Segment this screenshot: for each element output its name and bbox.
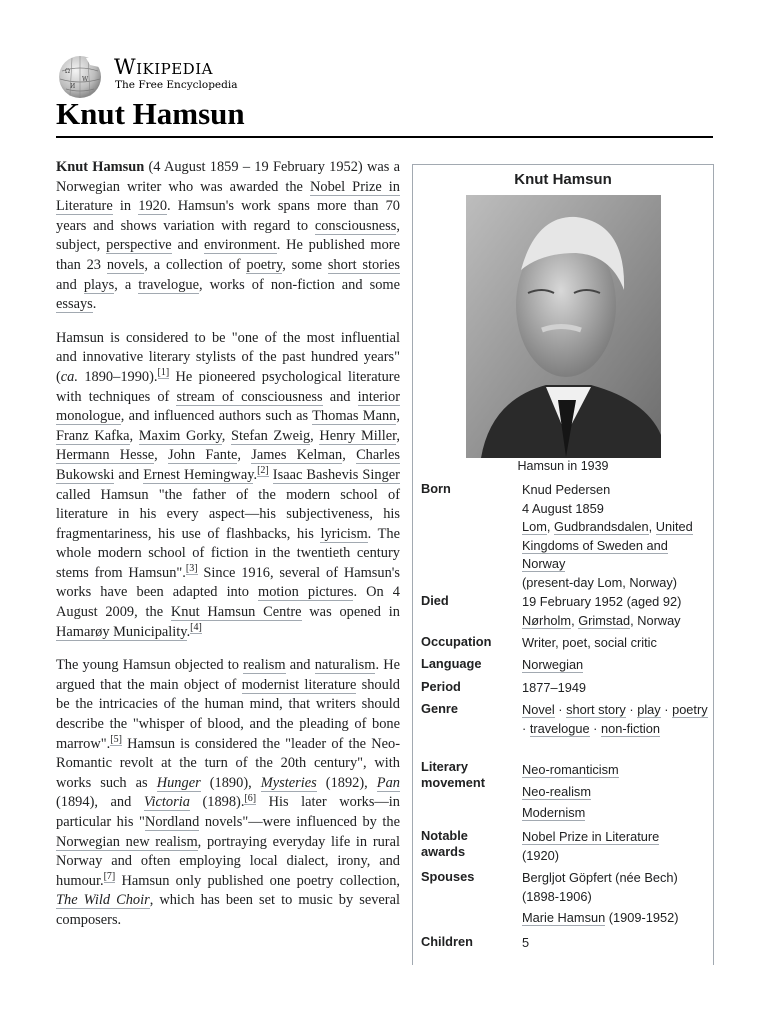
- circa-abbrev: ca.: [60, 368, 78, 385]
- text: He pioneered psychological literature with techniques of: [56, 368, 400, 405]
- text: The young Hamsun objected to: [56, 657, 244, 674]
- link-neo-romanticism[interactable]: Neo-romanticism: [522, 762, 619, 777]
- infobox-value: [522, 828, 712, 865]
- text: should be the intricacies of the human mind, that writers should describe the "whisper of blood, and the pleading of bone marrow".: [56, 676, 401, 752]
- text: , subject,: [56, 217, 400, 254]
- svg-text:Ω: Ω: [65, 68, 70, 75]
- link-consciousness[interactable]: consciousness: [314, 217, 397, 234]
- link-neo-realism[interactable]: Neo-realism: [522, 783, 591, 799]
- text: .: [253, 466, 258, 483]
- wikipedia-tagline: The Free Encyclopedia: [115, 79, 238, 91]
- article-paragraph-intro: [56, 158, 400, 315]
- text: ,: [396, 427, 400, 444]
- death-date: 19 February 1952 (aged 92): [522, 594, 682, 609]
- text: , a collection of: [144, 256, 247, 273]
- infobox-value: [522, 656, 712, 675]
- text: ·: [625, 702, 638, 717]
- link-ernest-hemingway[interactable]: Ernest Hemingway: [143, 466, 254, 483]
- reference-5[interactable]: [110, 734, 122, 746]
- infobox-label: Born: [421, 481, 451, 496]
- birth-place: [522, 518, 712, 574]
- link-environment[interactable]: environment: [204, 237, 277, 254]
- link-short-stories[interactable]: short stories: [327, 256, 400, 273]
- link-genre-poetry[interactable]: poetry: [672, 702, 708, 717]
- link-stefan-zweig[interactable]: Stefan Zweig: [231, 427, 311, 444]
- text: ,: [396, 408, 400, 425]
- infobox-label: Died: [421, 593, 449, 608]
- text: (1890),: [200, 774, 261, 791]
- reference-7[interactable]: [104, 871, 116, 883]
- infobox-value: [522, 759, 712, 824]
- reference-4[interactable]: [190, 622, 202, 634]
- text: , portraying everyday life in rural Norway and often employing local dialect, irony, and humour.: [56, 833, 400, 889]
- link-maxim-gorky[interactable]: Maxim Gorky: [138, 427, 222, 444]
- link-norholm[interactable]: Nørholm: [522, 612, 572, 628]
- link-hunger[interactable]: Hunger: [156, 774, 201, 791]
- text: ·: [522, 720, 530, 736]
- infobox-title: Knut Hamsun: [514, 171, 612, 188]
- link-travelogue[interactable]: travelogue: [138, 276, 199, 293]
- text: . The whole modern school of fiction in the twentieth century stems from Hamsun".: [56, 525, 400, 581]
- reference-2[interactable]: [257, 465, 269, 477]
- link-hermann-hesse[interactable]: Hermann Hesse: [56, 447, 155, 464]
- text: (1909-1952): [605, 910, 679, 925]
- link-1920[interactable]: 1920: [138, 198, 168, 215]
- page-title: Knut Hamsun: [56, 96, 245, 131]
- text: ,: [342, 447, 357, 464]
- title-divider: [56, 136, 713, 138]
- text: , a: [114, 276, 139, 293]
- text: and: [114, 466, 144, 483]
- link-thomas-mann[interactable]: Thomas Mann: [312, 408, 397, 425]
- text: .: [186, 623, 191, 640]
- link-lom[interactable]: Lom: [522, 519, 547, 534]
- text: , and influenced authors such as: [120, 408, 313, 425]
- text: and: [322, 388, 358, 405]
- link-nobel-prize-literature[interactable]: Nobel Prize in Literature: [522, 829, 660, 844]
- infobox-value: Writer, poet, social critic: [522, 635, 657, 650]
- text: ,: [310, 427, 320, 444]
- spouse-2: [522, 909, 712, 928]
- link-perspective[interactable]: perspective: [106, 237, 172, 254]
- text: (1898).: [189, 794, 245, 811]
- text: ,: [546, 519, 555, 534]
- reference-3[interactable]: [186, 563, 198, 575]
- text: , some: [282, 256, 328, 273]
- portrait-caption: Hamsun in 1939: [517, 459, 609, 473]
- link-poetry[interactable]: poetry: [246, 256, 283, 273]
- reference-link[interactable]: [5]: [110, 733, 122, 745]
- link-james-kelman[interactable]: James Kelman: [251, 447, 343, 464]
- birth-place-present: (present-day Lom, Norway): [522, 574, 678, 590]
- text: . He published more than 23: [56, 237, 400, 273]
- reference-link[interactable]: [1]: [157, 367, 170, 379]
- wikipedia-logo[interactable]: [56, 53, 356, 99]
- infobox-label: Notable awards: [421, 828, 468, 859]
- link-genre-non-fiction[interactable]: non-fiction: [600, 720, 661, 736]
- text: ·: [660, 702, 673, 717]
- text: . On 4 August 2009, the: [56, 584, 400, 621]
- link-knut-hamsun-centre[interactable]: Knut Hamsun Centre: [170, 604, 302, 621]
- reference-link[interactable]: [2]: [257, 465, 269, 477]
- link-stream-of-consciousness[interactable]: stream of consciousness: [176, 388, 323, 405]
- text: ,: [237, 447, 252, 464]
- text: ·: [589, 720, 601, 736]
- svg-text:W: W: [82, 76, 89, 83]
- link-franz-kafka[interactable]: Franz Kafka: [56, 427, 130, 444]
- infobox: [412, 164, 714, 965]
- link-novels[interactable]: novels: [106, 256, 145, 273]
- text: Hamsun only published one poetry collection,: [115, 872, 400, 889]
- spouse-1-years: (1898-1906): [522, 888, 592, 904]
- reference-link[interactable]: [4]: [190, 621, 202, 633]
- text: and: [285, 657, 315, 674]
- infobox-value: [522, 481, 712, 592]
- portrait-photo[interactable]: [466, 195, 661, 458]
- article-paragraph-influence: [56, 329, 400, 643]
- text: 1890–1990).: [77, 368, 158, 385]
- text: and: [56, 276, 84, 293]
- text: . Hamsun's work spans more than 70 years and shows variation with regard to: [56, 198, 401, 234]
- link-isaac-bashevis-singer[interactable]: Isaac Bashevis Singer: [272, 466, 400, 483]
- link-genre-play[interactable]: play: [637, 702, 661, 717]
- link-norwegian-new-realism[interactable]: Norwegian new realism: [56, 833, 198, 850]
- link-pan[interactable]: Pan: [376, 774, 400, 791]
- link-genre-novel[interactable]: Novel: [522, 702, 555, 717]
- text: , Norway: [630, 612, 681, 628]
- text: (4 August 1859 – 19 February 1952) was a Norwegian writer who was awarded the: [56, 159, 401, 195]
- link-nobel-prize[interactable]: Nobel Prize in Literature: [56, 178, 400, 215]
- link-nordland[interactable]: Nordland: [144, 814, 200, 830]
- infobox-label: Period: [421, 679, 461, 694]
- text: was opened in: [301, 604, 400, 621]
- article-paragraph-style: [56, 656, 400, 930]
- text: .: [92, 296, 97, 313]
- text: ,: [571, 612, 579, 628]
- link-modernism[interactable]: Modernism: [522, 805, 586, 820]
- link-marie-hamsun[interactable]: Marie Hamsun: [522, 910, 606, 925]
- birth-date: 4 August 1859: [522, 500, 604, 516]
- text: . He argued that the main object of: [56, 657, 400, 693]
- infobox-value: 1877–1949: [522, 680, 587, 695]
- infobox-value: [522, 593, 712, 630]
- text: (1892),: [316, 774, 377, 791]
- reference-link[interactable]: [3]: [185, 563, 198, 575]
- link-mysteries[interactable]: Mysteries: [260, 774, 317, 791]
- text: ,: [648, 519, 656, 534]
- infobox-label: Language: [421, 656, 482, 671]
- link-victoria[interactable]: Victoria: [143, 794, 190, 811]
- link-united-kingdoms[interactable]: United Kingdoms of Sweden and Norway: [522, 519, 693, 571]
- link-naturalism[interactable]: naturalism: [314, 657, 376, 674]
- text: Hamsun is considered the "leader of the Neo-Romantic revolt at the turn of the 20th century", with works such as: [56, 735, 400, 791]
- link-realism[interactable]: realism: [243, 657, 286, 674]
- link-motion-pictures[interactable]: motion pictures: [258, 584, 354, 601]
- article-body: [56, 158, 400, 945]
- text: , works of non-fiction and some: [198, 276, 400, 293]
- text: , which has been set to music by several composers.: [56, 892, 400, 928]
- link-plays[interactable]: plays: [83, 276, 115, 293]
- text: and: [171, 237, 205, 254]
- text: ,: [221, 427, 232, 444]
- infobox-label: Genre: [421, 701, 458, 716]
- link-charles-bukowski[interactable]: Charles Bukowski: [56, 447, 401, 483]
- link-john-fante[interactable]: John Fante: [168, 447, 238, 464]
- link-norwegian[interactable]: Norwegian: [522, 657, 584, 672]
- infobox-label: Literary movement: [421, 759, 486, 790]
- link-gudbrandsdalen[interactable]: Gudbrandsdalen: [554, 519, 649, 534]
- text: (1894), and: [56, 794, 144, 811]
- text: ,: [129, 427, 139, 444]
- infobox-value: [522, 701, 712, 738]
- text: Since 1916, several of Hamsun's works have been adapted into: [56, 564, 400, 601]
- link-essays[interactable]: essays: [56, 296, 93, 313]
- reference-link[interactable]: [7]: [103, 870, 116, 882]
- link-modernist-literature[interactable]: modernist literature: [241, 676, 357, 693]
- wikipedia-wordmark: Wikipedia: [114, 55, 213, 79]
- infobox-label: Children: [421, 934, 473, 949]
- link-genre-short-story[interactable]: short story: [566, 702, 626, 717]
- text: novels"—were influenced by the: [199, 814, 401, 830]
- award-year: (1920): [522, 847, 559, 863]
- infobox-label: Spouses: [421, 869, 475, 884]
- link-interior-monologue[interactable]: interior monologue: [56, 388, 400, 425]
- infobox-value: [522, 869, 712, 928]
- reference-link[interactable]: [6]: [244, 792, 257, 804]
- spouse-1: Bergljot Göpfert (née Bech): [522, 870, 678, 885]
- infobox-value: 5: [522, 935, 530, 950]
- text: ·: [554, 702, 567, 717]
- reference-6[interactable]: [244, 793, 256, 805]
- link-lyricism[interactable]: lyricism: [320, 525, 368, 542]
- svg-text:И: И: [70, 83, 76, 90]
- link-grimstad[interactable]: Grimstad: [578, 612, 631, 628]
- wikipedia-globe-icon: [56, 55, 104, 99]
- link-henry-miller[interactable]: Henry Miller: [319, 427, 397, 444]
- link-the-wild-choir[interactable]: The Wild Choir: [56, 892, 150, 909]
- text: Hamsun is considered to be "one of the most influential and innovative literary stylists of the past hundred years" (: [56, 329, 400, 385]
- text: ,: [154, 447, 168, 464]
- subject-name: Knut Hamsun: [56, 159, 145, 175]
- text: called Hamsun "the father of the modern school of literature in his every aspect—his subjectiveness, his fragmentariness, his use of flashbacks, his: [56, 486, 400, 542]
- birth-name: Knud Pedersen: [522, 482, 611, 497]
- death-place: [522, 612, 712, 631]
- reference-1[interactable]: [158, 367, 170, 379]
- text: His later works—in particular his ": [56, 794, 401, 830]
- text: in: [112, 198, 139, 215]
- link-genre-travelogue[interactable]: travelogue: [529, 720, 590, 736]
- link-hamaroy-municipality[interactable]: Hamarøy Municipality: [56, 623, 187, 640]
- infobox-label: Occupation: [421, 634, 492, 649]
